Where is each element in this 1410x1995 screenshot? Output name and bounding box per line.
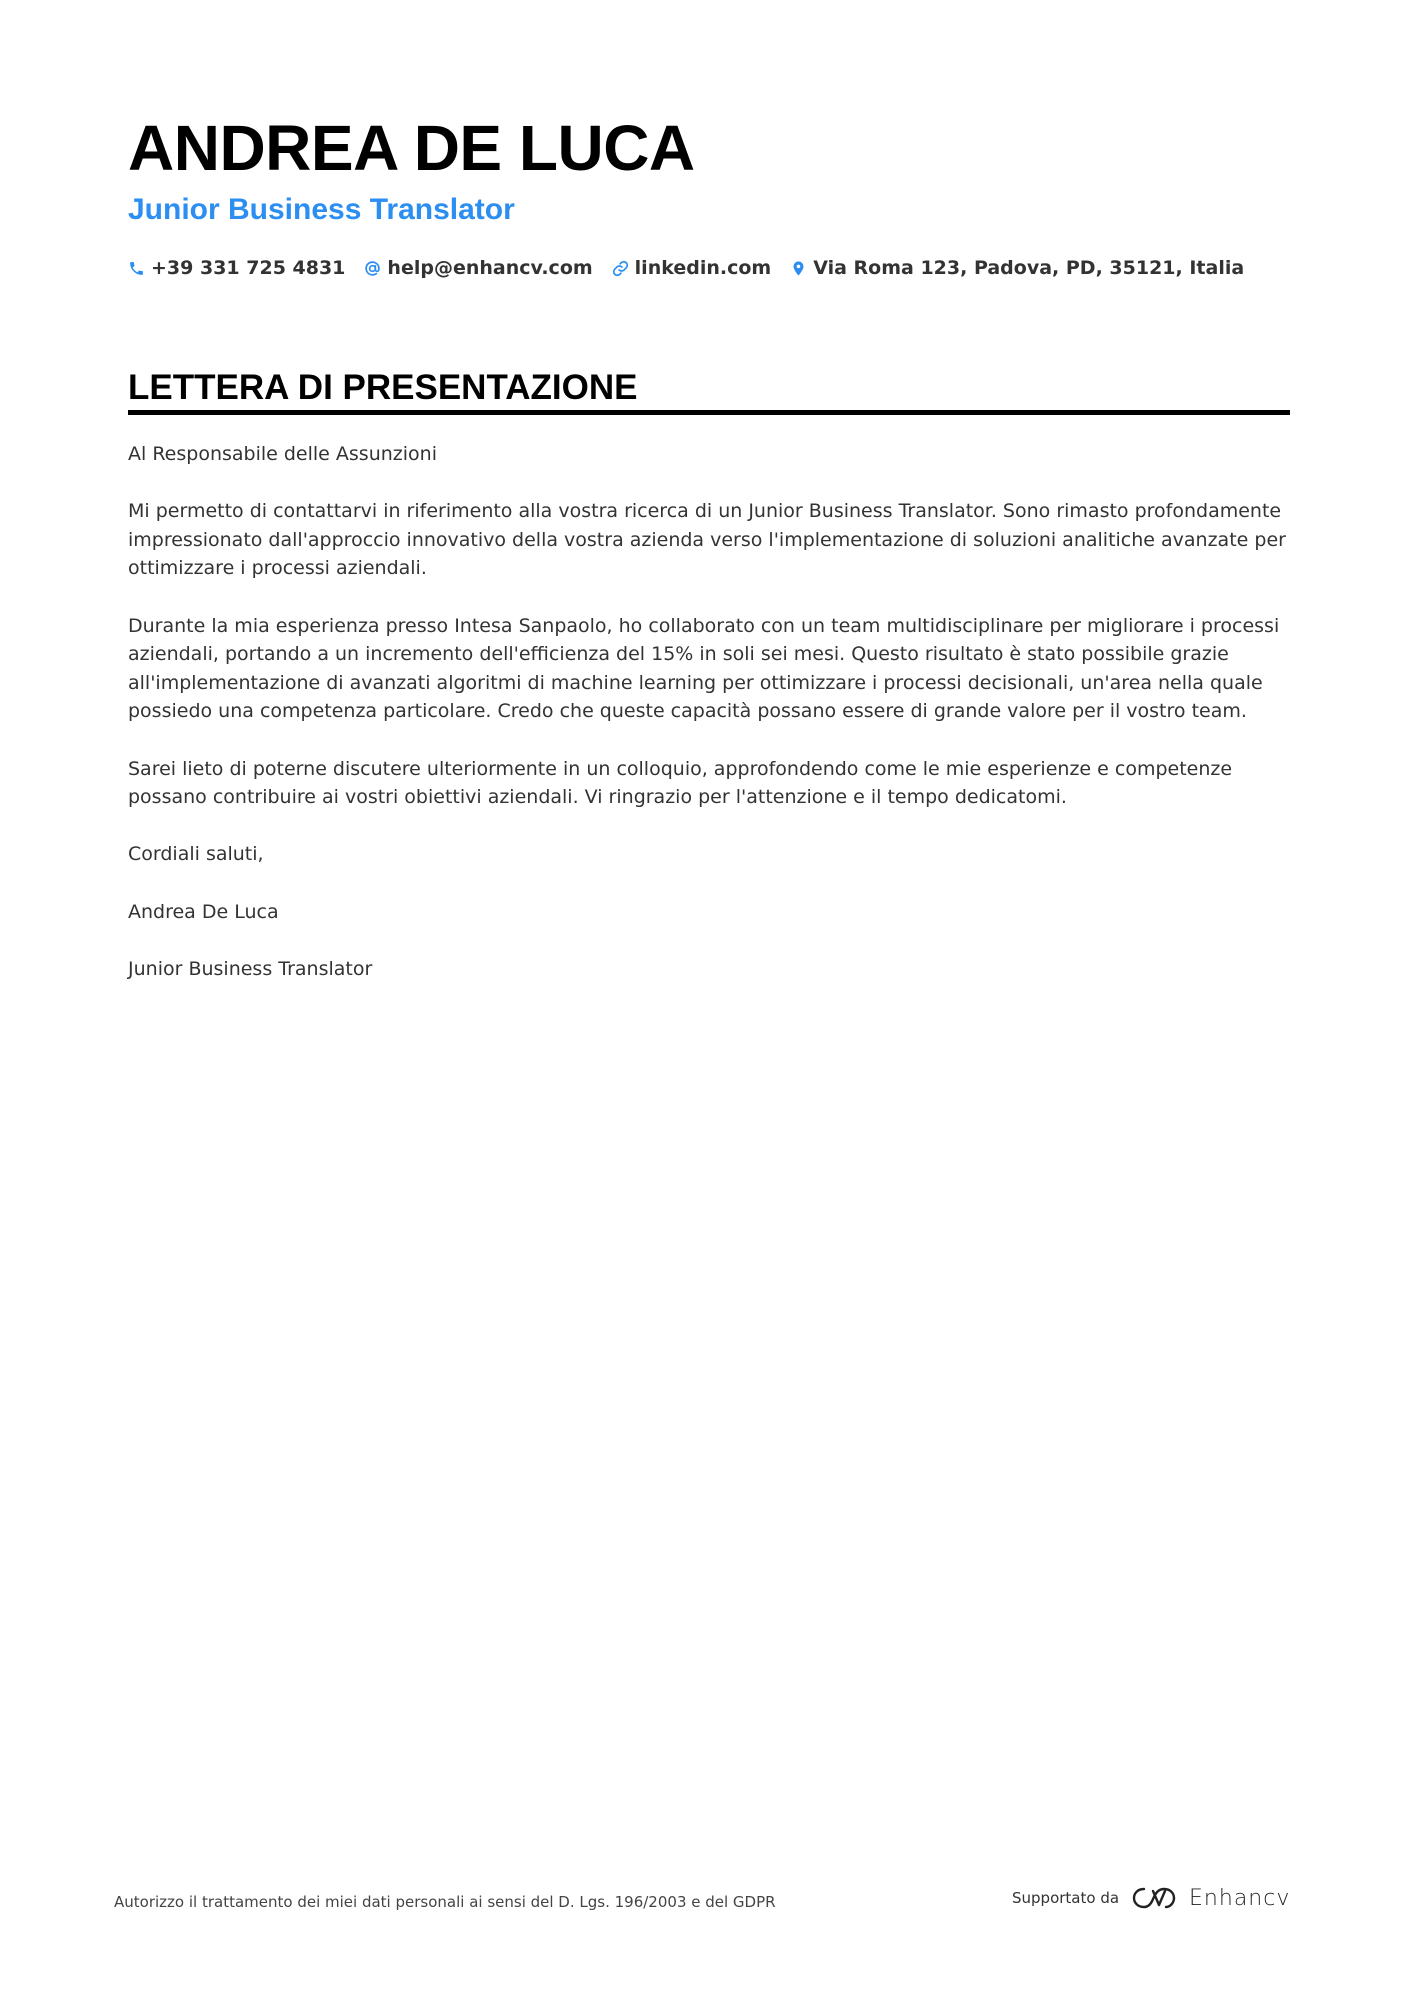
contact-phone[interactable] xyxy=(128,257,345,279)
brand-name: Enhancv xyxy=(1189,1885,1291,1911)
phone-icon xyxy=(128,260,145,277)
footer-brand[interactable] xyxy=(1012,1880,1290,1916)
contact-address xyxy=(790,257,1244,279)
at-icon xyxy=(364,260,381,277)
contact-bar xyxy=(128,254,1263,282)
letter-body xyxy=(128,440,1290,1012)
section-title: LETTERA DI PRESENTAZIONE xyxy=(128,368,638,407)
signature-name: Andrea De Luca xyxy=(128,900,279,923)
letter-closing: Cordiali saluti, xyxy=(128,843,264,866)
powered-by-label: Supportato da xyxy=(1012,1889,1120,1907)
contact-address-text: Via Roma 123, Padova, PD, 35121, Italia xyxy=(813,257,1245,279)
contact-linkedin[interactable] xyxy=(612,257,772,279)
letter-paragraph: Sarei lieto di poterne discutere ulteriormente in un colloquio, approfondendo come le mie esperienze e competenze possano contribuire ai vostri obiettivi aziendali. Vi ringrazio per l'attenzione e il tempo dedicatomi. xyxy=(128,757,1233,809)
enhancv-logo-icon xyxy=(1131,1885,1177,1911)
signature-title: Junior Business Translator xyxy=(128,957,373,980)
contact-email-text: help@enhancv.com xyxy=(387,257,593,279)
letter-paragraph: Mi permetto di contattarvi in riferimento alla vostra ricerca di un Junior Business Translator. Sono rimasto profondamente impressionato dall'approccio innovativo della vostra azienda verso l'implementazione di soluzioni analitiche avanzate per ottimizzare i processi aziendali. xyxy=(128,500,1286,580)
contact-phone-text: +39 331 725 4831 xyxy=(151,257,346,279)
section-divider xyxy=(128,410,1290,415)
candidate-name: ANDREA DE LUCA xyxy=(128,112,695,184)
link-icon xyxy=(612,260,629,277)
letter-salutation: Al Responsabile delle Assunzioni xyxy=(128,443,437,465)
location-pin-icon xyxy=(790,260,807,277)
letter-paragraph: Durante la mia esperienza presso Intesa Sanpaolo, ho collaborato con un team multidisciplinare per migliorare i processi aziendali, portando a un incremento dell'efficienza del 15% in soli sei mesi. Questo risultato è stato possibile grazie all'implementazione di avanzati algoritmi di machine learning per ottimizzare i processi decisionali, un'area nella quale possiedo una competenza particolare. Credo che queste capacità possano essere di grande valore per il vostro team. xyxy=(128,614,1280,723)
contact-email[interactable] xyxy=(364,257,592,279)
footer-consent: Autorizzo il trattamento dei miei dati personali ai sensi del D. Lgs. 196/2003 e del GDPR xyxy=(114,1893,776,1911)
candidate-job-title: Junior Business Translator xyxy=(128,193,515,226)
contact-linkedin-text: linkedin.com xyxy=(634,257,772,279)
